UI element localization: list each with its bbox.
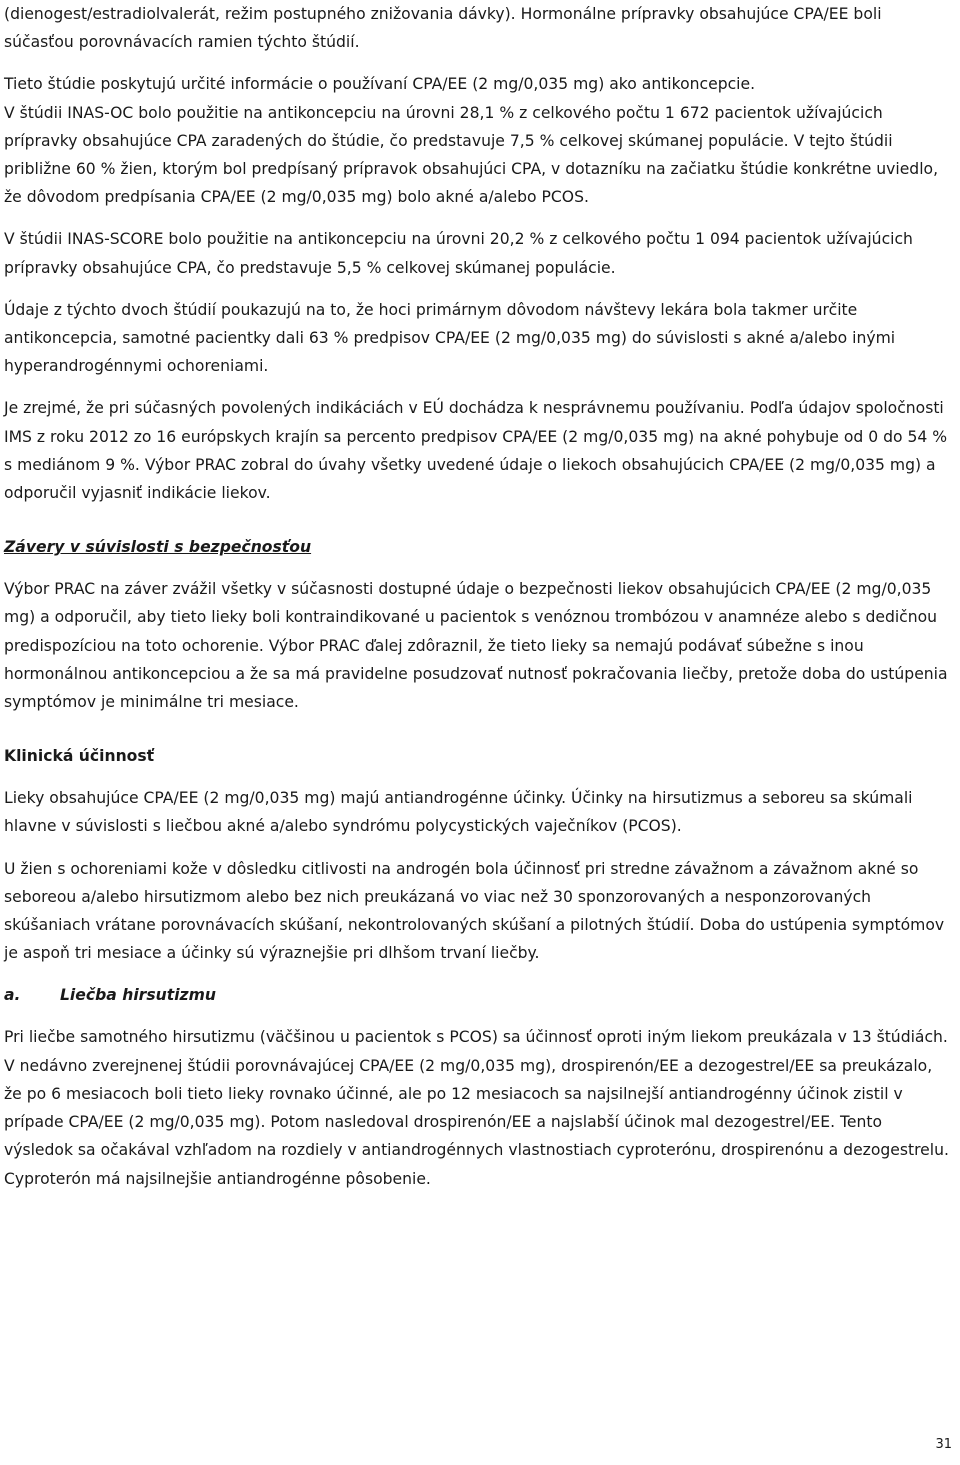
paragraph-inas-score: V štúdii INAS-SCORE bolo použitie na antikoncepciu na úrovni 20,2 % z celkového počtu 1 094 pacientok užívajúcich prípravky obsahujúce CPA, čo predstavuje 5,5 % celkovej skúmanej populácie. (4, 230, 913, 277)
paragraph-intro-continuation: (dienogest/estradiolvalerát, režim postupného znižovania dávky). Hormonálne prípravky obsahujúce CPA/EE boli súčasťou porovnávacích ramien týchto štúdií. (4, 5, 882, 52)
heading-hirsutism-treatment (4, 981, 952, 1009)
paragraph-inas-oc: V štúdii INAS-OC bolo použitie na antikoncepciu na úrovni 28,1 % z celkového počtu 1 672 pacientok užívajúcich prípravky obsahujúce CPA zaradených do štúdie, čo predstavuje 7,5 % celkovej skúmanej populácie. V tejto štúdii približne 60 % žien, ktorým bol predpísaný prípravok obsahujúci CPA, v dotazníku na začiatku štúdie konkrétne uviedlo, že dôvodom predpísania CPA/EE (2 mg/0,035 mg) bolo akné a/alebo PCOS. (4, 103, 939, 207)
paragraph-clinical-efficacy-1: Lieky obsahujúce CPA/EE (2 mg/0,035 mg) majú antiandrogénne účinky. Účinky na hirsutizmus a seboreu sa skúmali hlavne v súvislosti s liečbou akné a/alebo syndrómu polycystických vaječníkov (PCOS). (4, 789, 913, 836)
paragraph-hirsutism: Pri liečbe samotného hirsutizmu (väčšinou u pacientok s PCOS) sa účinnosť oproti iným liekom preukázala v 13 štúdiách. V nedávno zverejnenej štúdii porovnávajúcej CPA/EE (2 mg/0,035 mg), drospirenón/EE a dezogestrel/EE sa preukázalo, že po 6 mesiacoch boli tieto lieky rovnako účinné, ale po 12 mesiacoch sa najsilnejší antiandrogénny účinok zistil v prípade CPA/EE (2 mg/0,035 mg). Potom nasledoval drospirenón/EE a najslabší účinok mal dezogestrel/EE. Tento výsledok sa očakával vzhľadom na rozdiely v antiandrogénnych vlastnostiach cyproterónu, drospirenónu a dezogestrelu. Cyproterón má najsilnejšie antiandrogénne pôsobenie. (4, 1028, 949, 1188)
paragraph-clinical-efficacy-2: U žien s ochoreniami kože v dôsledku citlivosti na androgén bola účinnosť pri stredne závažnom a závažnom akné so seboreou a/alebo hirsutizmom alebo bez nich preukázaná vo viac než 30 sponzorovaných a nesponzorovaných skúšaniach vrátane porovnávacích skúšaní, nekontrolovaných skúšaní a pilotných štúdií. Doba do ustúpenia symptómov je aspoň tri mesiace a účinky sú výraznejšie pri dlhšom trvaní liečby. (4, 859, 945, 963)
page-number: 31 (935, 1437, 952, 1452)
paragraph-misuse: Je zrejmé, že pri súčasných povolených indikáciách v EÚ dochádza k nesprávnemu používaniu. Podľa údajov spoločnosti IMS z roku 2012 zo 16 európskych krajín sa percento predpisov CPA/EE (2 mg/0,035 mg) na akné pohybuje od 0 do 54 % s mediánom 9 %. Výbor PRAC zobral do úvahy všetky uvedené údaje o liekoch obsahujúcich CPA/EE (2 mg/0,035 mg) a odporučil vyjasniť indikácie liekov. (4, 399, 948, 503)
heading-hirsutism-number: a. (4, 986, 21, 1005)
heading-clinical-efficacy: Klinická účinnosť (4, 747, 155, 766)
heading-hirsutism-text: Liečba hirsutizmu (60, 986, 216, 1005)
heading-safety-conclusions: Závery v súvislosti s bezpečnosťou (4, 538, 312, 557)
paragraph-safety-conclusions: Výbor PRAC na záver zvážil všetky v súčasnosti dostupné údaje o bezpečnosti liekov obsahujúcich CPA/EE (2 mg/0,035 mg) a odporučil, aby tieto lieky boli kontraindikované u pacientok s venóznou trombózou v anamnéze alebo s dedičnou predispozíciou na toto ochorenie. Výbor PRAC ďalej zdôraznil, že tieto lieky sa nemajú podávať súbežne s inou hormonálnou antikoncepciou a že sa má pravidelne posudzovať nutnosť pokračovania liečby, pretože doba do ustúpenia symptómov je minimálne tri mesiace. (4, 580, 948, 712)
paragraph-udaje: Údaje z týchto dvoch štúdií poukazujú na to, že hoci primárnym dôvodom návštevy lekára bola takmer určite antikoncepcia, samotné pacientky dali 63 % predpisov CPA/EE (2 mg/0,035 mg) do súvislosti s akné a/alebo inými hyperandrogénnymi ochoreniami. (4, 300, 896, 376)
document-page (4, 0, 952, 1193)
paragraph-intro-studies: Tieto štúdie poskytujú určité informácie o používaní CPA/EE (2 mg/0,035 mg) ako antikoncepcie. (4, 75, 756, 94)
